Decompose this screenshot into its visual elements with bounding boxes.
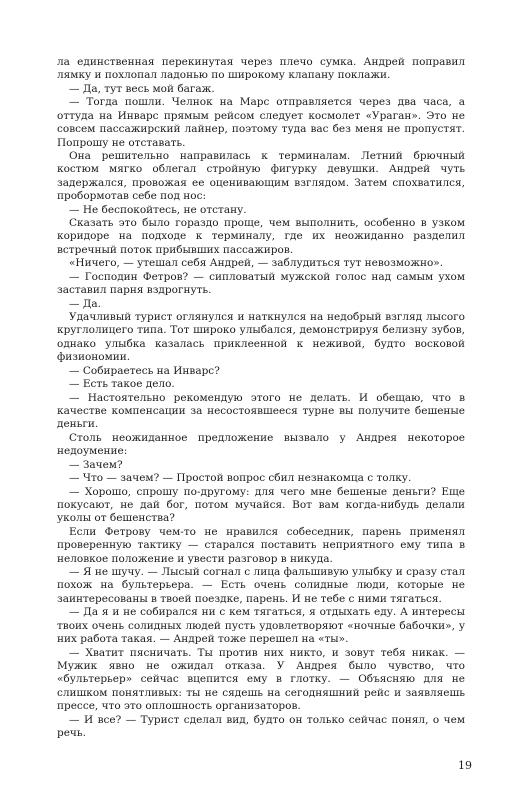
page-number: 19 <box>458 759 472 772</box>
paragraph: — Господин Фетров? — сипловатый мужской голос над самым ухом заставил парня вздрогнуть. <box>57 270 465 297</box>
paragraph: — Собираетесь на Инварс? <box>69 364 220 377</box>
paragraph: — Есть такое дело. <box>69 378 175 391</box>
paragraph: «Ничего, — утешал себя Андрей, — заблудиться тут невозможно». <box>69 257 444 270</box>
paragraph: — Хватит пясничать. Ты против них никто, и зовут тебя никак. — Мужик явно не ожидал отказа. У Андрея было чувство, что «бультерьер» сейчас вцепится ему в глотку. — Объясняю для не слишком понятливых: ты не сядешь на сегодняшний рейс и заявляешь прессе, что это оплошность организаторов. <box>57 646 465 713</box>
paragraph: — Я не шучу. — Лысый согнал с лица фальшивую улыбку и сразу стал похож на бультерьера. — Есть очень солидные люди, которые не заинтересованы в твоей поездке, парень. И не тебе с ними тягаться. <box>57 566 465 605</box>
paragraph: Если Фетрову чем-то не нравился собеседник, парень применял проверенную тактику — старался поставить неприятного ему типа в неловкое положение и увести разговор в никуда. <box>57 525 465 565</box>
paragraph: — Тогда пошли. Челнок на Марс отправляется через два часа, а оттуда на Инварс прямым рейсом следует космолет «Ураган». Это не совсем пассажирский лайнер, поэтому туда вас без меня не пропустят. Попрошу не отставать. <box>57 96 465 149</box>
paragraph: — Да я и не собирался ни с кем тягаться, я отдыхать еду. А интересы твоих очень солидных людей пусть удовлетворяют «ночные бабочки», у них работа такая. — Андрей тоже перешел на «ты». <box>57 606 465 646</box>
paragraph: Она решительно направилась к терминалам. Летний брючный костюм мягко облегал стройную фигурку девушки. Андрей чуть задержался, провожая ее оценивающим взглядом. Затем спохватился, пробормотав себе под нос: <box>57 149 465 203</box>
paragraph: Удачливый турист оглянулся и наткнулся на недобрый взгляд лысого круглолицего типа. Тот широко улыбался, демонстрируя белизну зубов, однако улыбка казалась приклеенной к неживой, будто восковой физиономии. <box>57 311 465 364</box>
paragraph: Сказать это было гораздо проще, чем выполнить, особенно в узком коридоре на подходе к терминалу, где их неожиданно разделил встречный поток прибывших пассажиров. <box>57 217 465 256</box>
paragraph: Столь неожиданное предложение вызвало у Андрея некоторое недоумение: <box>57 431 465 458</box>
paragraph: — И все? — Турист сделал вид, будто он только сейчас понял, о чем речь. <box>57 713 465 740</box>
paragraph: ла единственная перекинутая через плечо сумка. Андрей поправил лямку и похлопал ладонью по широкому клапану поклажи. <box>57 56 465 82</box>
paragraph: — Не беспокойтесь, не отстану. <box>69 203 247 216</box>
paragraph: — Да, тут весь мой багаж. <box>69 82 215 95</box>
paragraph: — Хорошо, спрошу по-другому: для чего мне бешеные деньги? Еще покусают, не дай бог, потом мучайся. Вот вам когда-нибудь делали уколы от бешенства? <box>57 485 465 525</box>
paragraph: — Да. <box>69 297 101 310</box>
body-text <box>57 56 465 741</box>
paragraph: — Зачем? <box>69 458 123 471</box>
paragraph: — Настоятельно рекомендую этого не делать. И обещаю, что в качестве компенсации за несостоявшееся турне вы получите бешеные деньги. <box>57 391 465 431</box>
paragraph: — Что — зачем? — Простой вопрос сбил незнакомца с толку. <box>69 472 412 485</box>
